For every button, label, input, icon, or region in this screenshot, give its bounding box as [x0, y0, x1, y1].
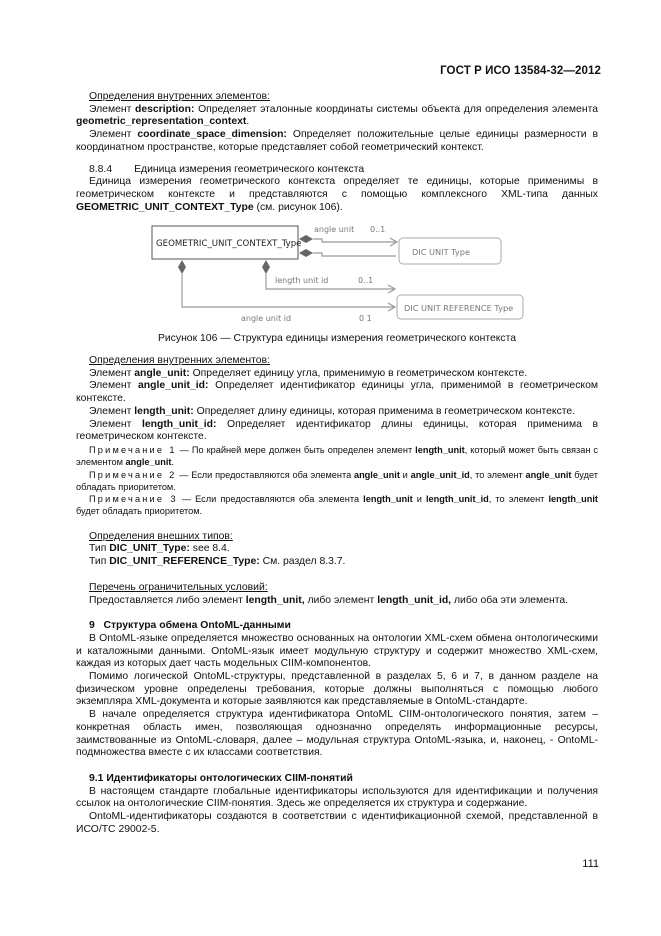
note-3: Примечание 3 — Если предоставляются оба элемента length_unit и length_unit_id, то элемент length_unit будет обладать приоритетом.	[76, 494, 598, 517]
external-types-heading: Определения внешних типов:	[89, 530, 233, 542]
role-length-unit-id: length unit id	[275, 276, 329, 286]
section-9-paragraph-3: В начале определяется структура идентификатора OntoML CIIM-онтологического понятия, затем – конкретная область имен, позволяющая однозначно определять информационные ресурсы, заимствованные из OntoML-словаря, далее – модульная структура OntoML-языка, и, наконец, - OntoML-подмножества вместе с их классами соответствия.	[76, 709, 598, 759]
dic-unit-type-ref: Тип DIC_UNIT_Type: see 8.4.	[89, 543, 230, 555]
role-angle-unit-id: angle unit id	[241, 314, 292, 324]
angle-unit-id-definition: Элемент angle_unit_id: Определяет идентификатор единицы угла, применимой в геометрическом контексте.	[76, 380, 598, 405]
internal-elements-heading: Определения внутренних элементов:	[89, 91, 270, 102]
length-unit-definition: Элемент length_unit: Определяет длину единицы, которая применима в геометрическом контексте.	[89, 405, 576, 417]
section-9-1-paragraph-1: В настоящем стандарте глобальные идентификаторы используются для идентификации и получения ссылок на онтологические CIIM-понятия. Здесь же определяется их структура и содержание.	[76, 785, 598, 810]
figure-106-caption: Рисунок 106 — Структура единицы измерения геометрического контекста	[157, 333, 517, 345]
section-8-8-4-text: Единица измерения геометрического контекста определяет те единицы, которые применимы в геометрическом контексте и представляются с помощью комплексного XML-типа данных GEOMETRIC_UNIT_CONTEXT_Type (см. рисунок 106).	[76, 176, 598, 213]
main-type-label: GEOMETRIC_UNIT_CONTEXT_Type	[156, 239, 302, 250]
section-9-paragraph-1: В OntoML-языке определяется множество основанных на онтологии XML-схем обмена онтологическими и каталожными данными. OntoML-язык имеет модульную структуру и содержит множество XML-схем, каждая из которых дает часть модельных CIIM-компонентов.	[76, 632, 598, 670]
note-2: Примечание 2 — Если предоставляются оба элемента angle_unit и angle_unit_id, то элемент angle_unit будет обладать приоритетом.	[76, 469, 598, 492]
card-length-unit-id: 0..1	[358, 276, 374, 286]
aggregation-diamond-4	[178, 260, 186, 274]
internal-elements-heading-2: Определения внутренних элементов:	[89, 355, 270, 367]
description-definition: Элемент description: Определяет эталонные координаты системы объекта для определения элемента geometric_representation_context.	[76, 103, 598, 128]
figure-106-diagram	[76, 222, 598, 327]
section-9-1-heading: 9.1 Идентификаторы онтологических CIIM-понятий	[89, 772, 353, 784]
dic-unit-reference-type-ref: Тип DIC_UNIT_REFERENCE_Type: См. раздел 8.3.7.	[89, 556, 346, 568]
connector-secondary	[313, 253, 396, 256]
role-angle-unit: angle unit	[314, 225, 355, 235]
structure-diagram-svg	[76, 222, 598, 327]
angle-unit-definition: Элемент angle_unit: Определяет единицу угла, применимую в геометрическом контексте.	[89, 367, 528, 379]
card-angle-unit-id: 0 1	[359, 314, 372, 324]
standard-header: ГОСТ Р ИСО 13584-32—2012	[440, 65, 601, 77]
length-unit-id-definition: Элемент length_unit_id: Определяет идентификатор длины единицы, которая применима в геометрическом контексте.	[76, 418, 598, 443]
aggregation-diamond-2	[299, 249, 313, 257]
dic-unit-type-label: DIC UNIT Type	[412, 247, 470, 258]
aggregation-diamond-3	[262, 260, 270, 274]
page-number: 111	[582, 858, 599, 870]
page-content	[76, 91, 598, 837]
dic-unit-reference-type-label: DIC UNIT REFERENCE Type	[404, 303, 514, 314]
coordinate-dimension-definition: Элемент coordinate_space_dimension: Определяет положительные целые единицы размерности в координатном пространстве, которые представляет собой геометрический контекст.	[76, 129, 598, 153]
section-8-8-4-heading: 8.8.4 Единица измерения геометрического контекста	[89, 163, 365, 175]
section-9-heading: 9 Структура обмена OntoML-данными	[89, 620, 291, 632]
section-9-1-paragraph-2: OntoML-идентификаторы создаются в соответствии с идентификационной схемой, представленной в ИСО/ТС 29002-5.	[76, 811, 598, 835]
constraint-text: Предоставляется либо элемент length_unit, либо элемент length_unit_id, либо оба эти элемента.	[89, 594, 569, 606]
card-angle-unit: 0..1	[370, 225, 386, 235]
section-9-paragraph-2: Помимо логической OntoML-структуры, представленной в разделах 5, 6 и 7, в данном разделе на физическом уровне определены требования, которые должны выполняться с помощью любого экземпляра XML-документа и которые заявляются как представляемые в OntoML-стандарте.	[76, 671, 598, 708]
constraints-heading: Перечень ограничительных условий:	[89, 581, 268, 593]
note-1: Примечание 1 — По крайней мере должен быть определен элемент length_unit, который может быть связан с элементом angle_unit.	[76, 444, 598, 468]
connector-angle-unit	[313, 239, 396, 242]
